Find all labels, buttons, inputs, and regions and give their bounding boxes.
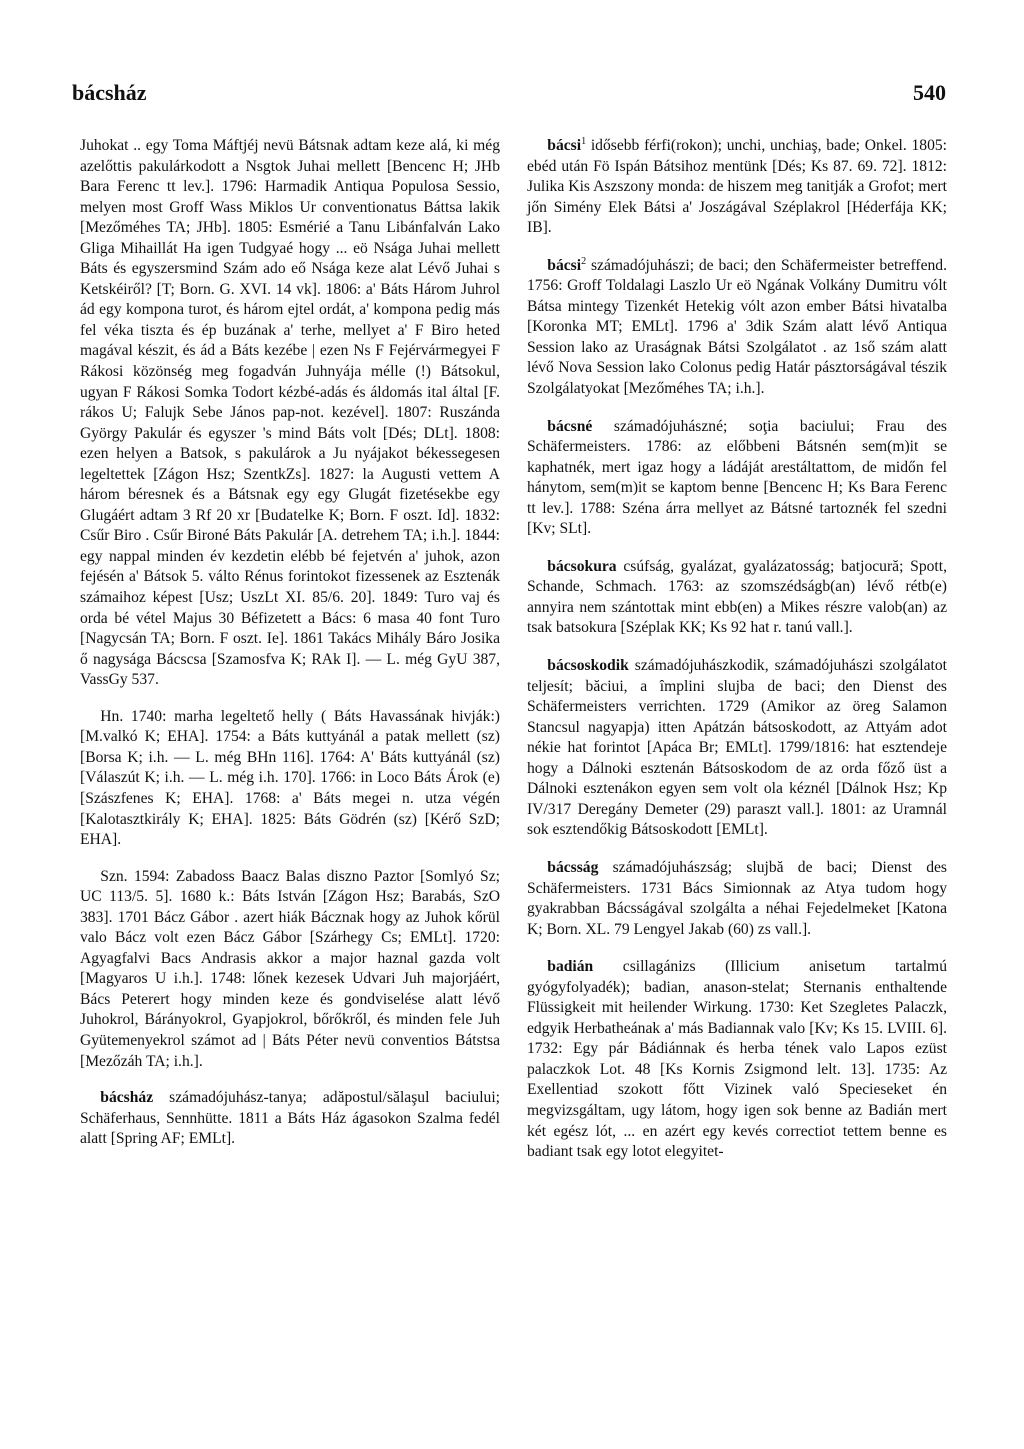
entry-body: számadójuhászné; soţia baciului; Frau des Schäfermeisters. 1786: az előbbeni Bátsnén sem(m)it se kaphatnék, mert igaz hogy a ládáját arestáltattom, de midőn fel hánytom, sem(m)it se kaptom benne [Bencenc H; Ks Bara Ferenc tt lev.]. 1788: Széna árra mellyet az Bátsné tartoznék fel szedni [Kv; SLt]. bbox=[527, 417, 947, 538]
headword: bácsokura bbox=[547, 557, 617, 575]
paragraph-szn: Szn. 1594: Zabadoss Baacz Balas diszno Paztor [Somlyó Sz; UC 113/5. 5]. 1680 k.: Báts István [Zágon Hsz; Barabás, SzO 383]. 1701 Bácz Gábor . azert hiák Bácznak hogy az Juhok kőrül valo Bácz volt ezen Bácz Gábor [Szárhegy Cs; EMLt]. 1720: Agyagfalvi Bacs Andrasis akkor a major haznal gazda volt [Magyaros U i.h.]. 1748: lőnek kezesek Udvari Juh majorjáért, Bács Peterert hogy minden keze és gondviselése alatt lévő Juhokrol, Bárányokrol, Gyapjokrol, bőrőkről, és minden fele Juh Gyütemenyekrol számot ad | Báts Péter nevü conventios Bátstsa [Mezőzáh TA; i.h.]. bbox=[80, 867, 500, 1070]
headword: bácsság bbox=[547, 858, 599, 876]
headword: bácsné bbox=[547, 417, 593, 435]
headword: bácsház bbox=[100, 1089, 154, 1107]
page-number: 540 bbox=[913, 80, 946, 105]
entry-bacsi-1 bbox=[527, 136, 947, 239]
entry-bacsne bbox=[527, 417, 947, 540]
entry-bacsoskodik bbox=[527, 656, 947, 841]
entry-body: számadójuhász-tanya; adăpostul/sălaşul baciului; Schäferhaus, Sennhütte. 1811 a Báts Ház ágasokon Szalma fedél alatt [Spring AF; EMLt]. bbox=[80, 1089, 500, 1148]
entry-bacshaz bbox=[80, 1088, 500, 1150]
homonym-number: 1 bbox=[581, 135, 587, 147]
entry-badian bbox=[527, 957, 947, 1162]
entry-body: számadójuhászság; slujbă de baci; Dienst des Schäfermeisters. 1731 Bács Simionnak az Atya tudom hogy gyakrabban Bácsságával szolgálta a néhai Fejedelmeket [Katona K; Born. XL. 79 Lengyel Jakab (60) zs vall.]. bbox=[527, 858, 947, 938]
headword: bácsi bbox=[547, 137, 582, 154]
headword: badián bbox=[547, 958, 594, 976]
entry-bacsokura bbox=[527, 557, 947, 639]
entry-body: számadójuhászkodik, számadójuhászi szolgálatot teljesít; băciui, a împlini slujba de baci; den Dienst des Schäfermeisters verrichten. 1729 (Amikor az öreg Salamon Stancsul nagyapja) itten Apátzán bátsoskodott, az Attyám adot nékie hat forintot [Apáca Br; EMLt]. 1799/1816: hat esztendeje hogy a Dálnoki esztenán Bátsoskodom de az orda főző üst a Dálnoki esztenákon egyen sem volt ola kéznél [Dálnok Hsz; Kp IV/317 Deregány Demeter (29) paraszt vall.]. 1801: az Uramnál sok esztendőkig Bátsoskodott [EMLt]. bbox=[527, 657, 947, 839]
right-column bbox=[527, 136, 947, 1180]
homonym-number: 2 bbox=[581, 255, 587, 267]
entry-body: csúfság, gyalázat, gyalázatosság; batjocură; Spott, Schande, Schmach. 1763: az szomszédságb(an) lévő rétb(e) annyira nem szántottak mint ebb(en) a Mikes részre valob(an) az tsak batsokura [Széplak KK; Ks 92 hat r. tanú vall.]. bbox=[527, 557, 947, 637]
entry-body: csillagánizs (Illicium anisetum tartalmú gyógyfolyadék); badian, anason-stelat; Sternanis enthaltende Flüssigkeit mit heilender Wirkung. 1730: Ket Szegletes Palaczk, edgyik Herbatheának a' más Badiannak valo [Kv; Ks 15. LVIII. 6]. 1732: Egy pár Bádiánnak és herba tének valo Lapos ezüst palaczkok Lot. 48 [Ks Kornis Zsigmond lelt. 13]. 1735: Az Exellentiad szokott főtt Vizinek való Specieseket én megvizsgáltam, ugy látom, hogy igen sok benne az Badián mert két egész lót, ... en azért egy kevés correctiot tettem benne es badiant tsak egy lotot elegyitet- bbox=[527, 958, 947, 1161]
headword: bácsoskodik bbox=[547, 657, 629, 675]
headword: bácsi bbox=[547, 256, 582, 274]
entry-body: idősebb férfi(rokon); unchi, unchiaş, bade; Onkel. 1805: ebéd után Fö Ispán Bátsihoz mentünk [Dés; Ks 87. 69. 72]. 1812: Julika Kis Aszszony monda: de hiszem meg tanitják a Grofot; mert jőn Simény Elek Bátsi a' Joszágával Széplakrol [Héderfája KK; IB]. bbox=[527, 137, 947, 237]
entry-bacssag bbox=[527, 858, 947, 940]
running-head: bácsház bbox=[72, 80, 147, 105]
paragraph-juhokat: Juhokat .. egy Toma Máftjéj nevü Bátsnak adtam keze alá, ki még azelőttis pakulárkodott a Nsgtok Juhai mellett [Bencenc H; JHb Bara Ferenc tt lev.]. 1796: Harmadik Antiqua Populosa Sessio, melyen most Groff Wass Miklos Ur conventionatus Báttsa lakik [Mezőméhes TA; JHb]. 1805: Esmérié a Tanu Libánfalván Lako Gliga Mihaillát Ha igen Tudgyaé hogy ... eö Nsága Juhai mellett Báts és egyszersmind Szám ado eő Nsága keze alat Lévő Juhai s Ketskéiről? [T; Born. G. XVI. 14 vk]. 1806: a' Báts Három Juhrol ád egy kompona turot, és három ejtel ordát, a' kompona pedig más fel véka tiszta és ép buzának a' terhe, mellyet a' F Biro heted magával készit, és ád a Báts kezébe | ezen Ns F Fejérvármegyei F Rákosi közönség meg fogadván Juhnyája mélle (!) Bátsokul, ugyan F Rákosi Somka Todort kézbé-adás és áldomás ital által [F. rákos U; Falujk Sebe János pap-not. kezével]. 1807: Ruszánda György Pakulár és egyszer 's mind Báts volt [Dés; DLt]. 1808: ezen helyen a Batsok, s pakulárok a Ju nyájakot békessegesen legeltettek [Zágon Hsz; SzentkZs]. 1827: la Augusti vettem A három béresnek és a Bátsnak egy egy Glugát fizetésekbe egy Glugáért adtam 3 Rf 20 xr [Budatelke K; Born. F oszt. Id]. 1832: Csűr Biro . Csűr Bironé Báts Pakulár [A. detrehem TA; i.h.]. 1844: egy nappal minden év kezdetin elébb bé fejetvén a' juhok, azon fejésén a' Bátsok 5. válto Rénus forintokot fizessenek az Esztenák számaihoz képest [Usz; UszLt XI. 85/6. 20]. 1849: Turo vaj és orda bé vétel Majus 30 Béfizetett a Bács: 6 masa 40 font Turo [Nagycsán TA; Born. F oszt. Ie]. 1861 Takács Mihály Báro Josika ő nagysága Bácscsa [Szamosfva K; RAk I]. — L. még GyU 387, VassGy 537. bbox=[80, 137, 500, 689]
left-column bbox=[80, 136, 500, 1167]
entry-body: számadójuhászi; de baci; den Schäfermeister betreffend. 1756: Groff Toldalagi Laszlo Ur eö Ngának Volkány Dumitru vólt Bátsa mintegy Tizenkét Hetekig vólt azon ember Bátsi hivatalba [Koronka MT; EMLt]. 1796 a' 3dik Szám alatt lévő Antiqua Session lako az Uraságnak Bátsi Szolgálatot . az 1ső szám alatt lévő Nova Session lako Colonus pedig Határ pásztorságával tészik Szolgálatyokat [Mezőméhes TA; i.h.]. bbox=[527, 256, 947, 398]
paragraph-hn: Hn. 1740: marha legeltető helly ( Báts Havassának hivják:) [M.valkó K; EHA]. 1754: a Báts kuttyánál a patak mellett (sz) [Borsa K; i.h. — L. még BHn 116]. 1764: A' Báts kuttyánál (sz) [Válaszút K; i.h. — L. még i.h. 170]. 1766: in Loco Báts Árok (e) [Szászfenes K; EHA]. 1768: a' Báts megei n. utza végén [Kalotasztkirály K; EHA]. 1825: Báts Gödrén (sz) [Kérő SzD; EHA]. bbox=[80, 707, 500, 849]
entry-bacsi-2 bbox=[527, 256, 947, 400]
